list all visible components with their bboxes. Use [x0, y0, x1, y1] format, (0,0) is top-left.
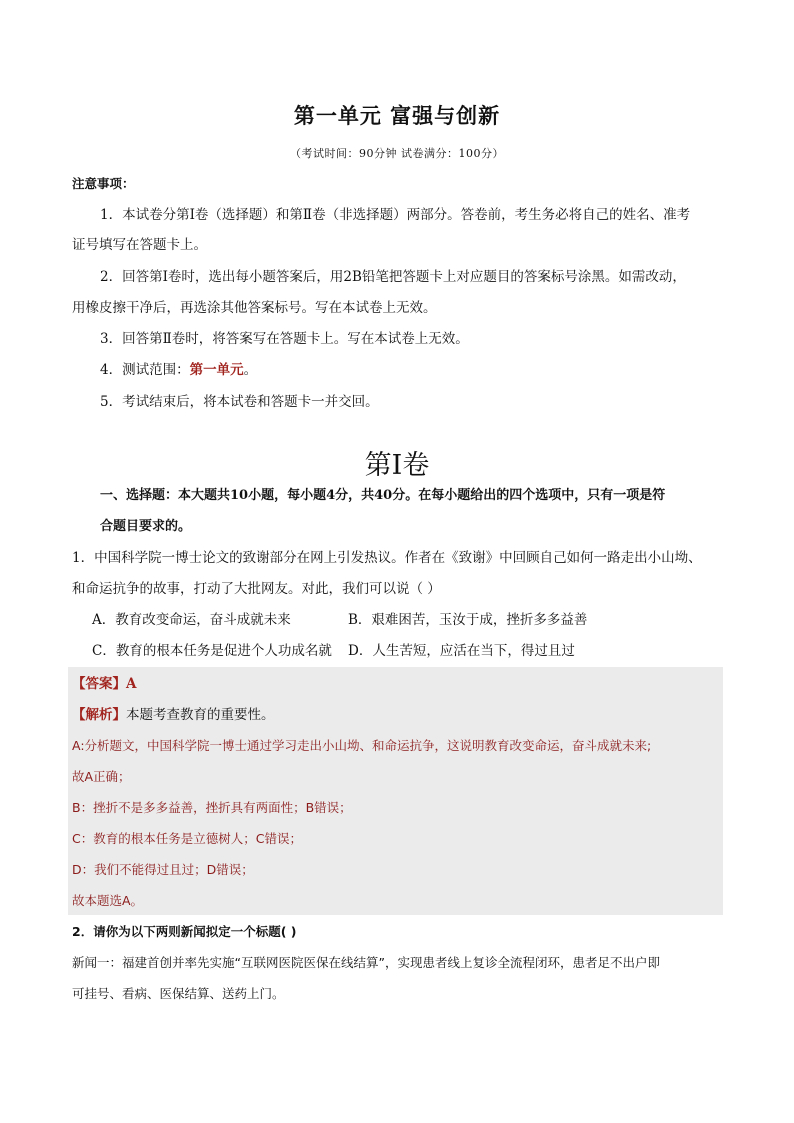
notice-item-1-line-2: 证号填写在答题卡上。: [72, 237, 207, 253]
q1-stem-line-1: 1．中国科学院一博士论文的致谢部分在网上引发热议。作者在《致谢》中回顾自己如何一路走出小山坳、: [72, 550, 702, 566]
q2-news-line-1: 新闻一：福建首创并率先实施“互联网医院医保在线结算”，实现患者线上复诊全流程闭环，患者足不出户即: [72, 955, 660, 970]
test-scope-value: 第一单元: [189, 362, 244, 378]
q2-news-line-2: 可挂号、看病、医保结算、送药上门。: [72, 986, 285, 1001]
section-title: 第Ⅰ卷: [364, 450, 430, 481]
answer-line: [72, 675, 136, 693]
q2-stem: 2．请你为以下两则新闻拟定一个标题( ): [72, 924, 297, 939]
explanation-c: C：教育的根本任务是立德树人；C错误；: [72, 831, 302, 846]
q1-stem-line-2: 和命运抗争的故事，打动了大批网友。对此，我们可以说（ ）: [72, 581, 441, 597]
q1-option-b: B．艰难困苦，玉汝于成，挫折多多益善: [348, 612, 588, 628]
page-title: 第一单元 富强与创新: [293, 104, 501, 128]
exam-info: （考试时间：90分钟 试卷满分：100分）: [290, 147, 504, 160]
q1-option-a: A．教育改变命运，奋斗成就未来: [92, 612, 291, 628]
notice-item-2-line-1: 2．回答第Ⅰ卷时，选出每小题答案后，用2B铅笔把答题卡上对应题目的答案标号涂黑。如需改动，: [100, 269, 686, 285]
explanation-a-line-2: 故A正确；: [72, 769, 131, 784]
instructions-line-2: 合题目要求的。: [100, 519, 192, 534]
explanation-b: B：挫折不是多多益善，挫折具有两面性；B错误；: [72, 800, 352, 815]
analysis-line: [72, 706, 275, 724]
q1-option-c: C．教育的根本任务是促进个人功成名就: [92, 643, 332, 659]
explanation-d: D：我们不能得过且过；D错误；: [72, 862, 254, 877]
explanation-a-line-1: A:分析题文，中国科学院一博士通过学习走出小山坳、和命运抗争，这说明教育改变命运，奋斗成就未来;: [72, 738, 652, 753]
notice-item-3: 3．回答第Ⅱ卷时，将答案写在答题卡上。写在本试卷上无效。: [100, 331, 469, 347]
notice-item-4-prefix: 4．测试范围：: [100, 362, 190, 378]
notice-item-1-line-1: 1．本试卷分第Ⅰ卷（选择题）和第Ⅱ卷（非选择题）两部分。答卷前，考生务必将自己的姓名、准考: [100, 207, 691, 223]
notice-item-4: [100, 361, 257, 379]
notice-item-5: 5．考试结束后，将本试卷和答题卡一并交回。: [100, 394, 379, 410]
notice-item-4-suffix: 。: [243, 362, 258, 378]
notice-heading: 注意事项：: [72, 176, 135, 191]
answer-value: A: [126, 676, 137, 692]
analysis-label: 【解析】: [72, 707, 126, 723]
answer-label: 【答案】: [72, 676, 126, 692]
q1-option-d: D．人生苦短，应活在当下，得过且过: [348, 643, 575, 659]
analysis-text: 本题考查教育的重要性。: [126, 707, 275, 723]
conclusion: 故本题选A。: [72, 893, 144, 908]
instructions-line-1: 一、选择题：本大题共10小题，每小题4分，共40分。在每小题给出的四个选项中，只有一项是符: [100, 488, 666, 503]
notice-item-2-line-2: 用橡皮擦干净后，再选涂其他答案标号。写在本试卷上无效。: [72, 300, 437, 316]
